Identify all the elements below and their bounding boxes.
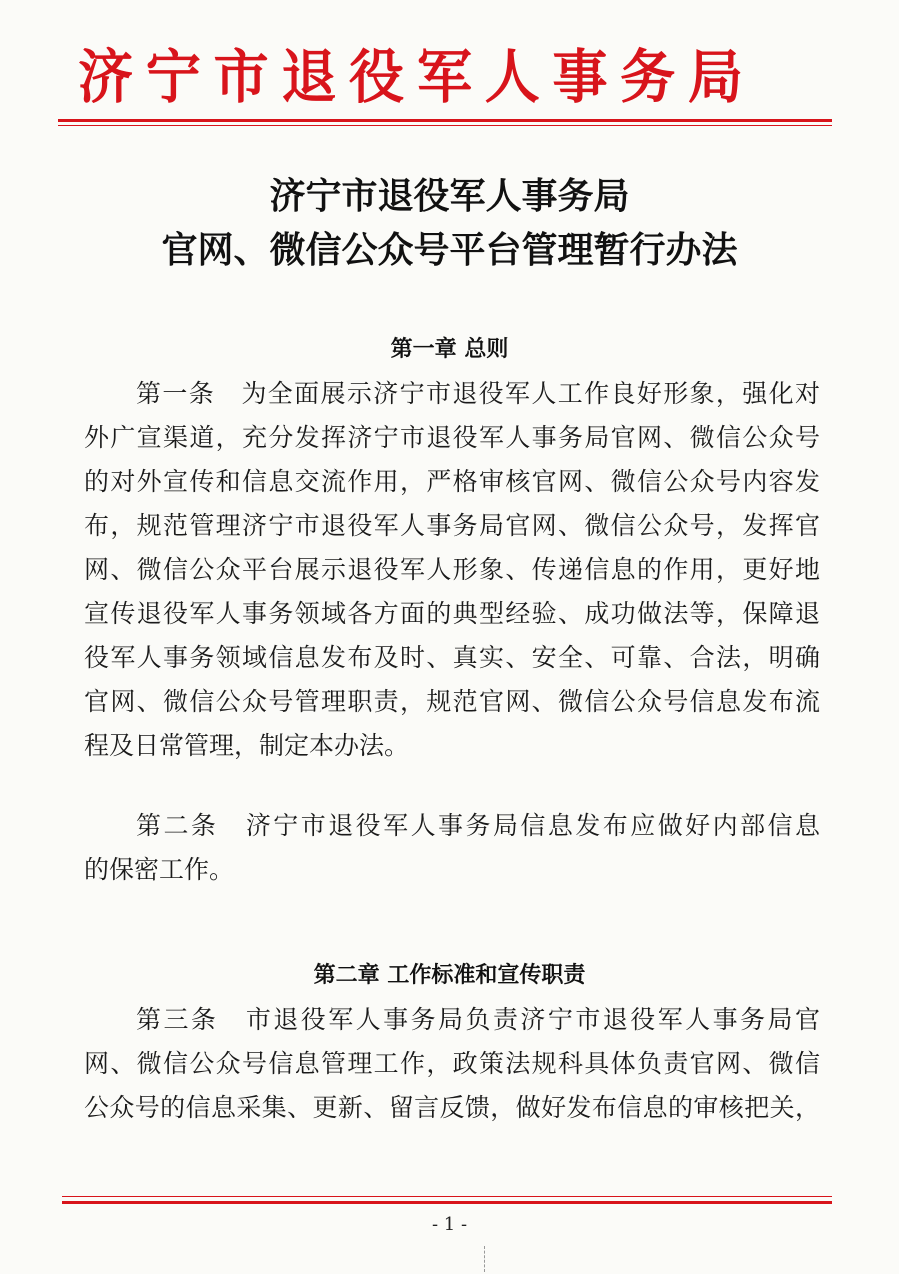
masthead-rule-thick bbox=[58, 119, 832, 122]
article-2-line: 的保密工作。 bbox=[84, 855, 235, 884]
article-1-line: 役军人事务领域信息发布及时、真实、安全、可靠、合法，明确 bbox=[84, 643, 820, 672]
article-3-line: 第三条 市退役军人事务局负责济宁市退役军人事务局官 bbox=[136, 1005, 820, 1034]
binding-mark bbox=[484, 1246, 486, 1272]
document-title-line-2: 官网、微信公众号平台管理暂行办法 bbox=[161, 229, 738, 271]
article-1-line: 布，规范管理济宁市退役军人事务局官网、微信公众号，发挥官 bbox=[84, 511, 820, 540]
article-1-line: 外广宣渠道，充分发挥济宁市退役军人事务局官网、微信公众号 bbox=[84, 423, 820, 452]
masthead-title: 济宁市退役军人事务局 bbox=[78, 43, 743, 111]
article-3-line: 公众号的信息采集、更新、留言反馈，做好发布信息的审核把关， bbox=[84, 1093, 820, 1122]
chapter-2-heading: 第二章 工作标准和宣传职责 bbox=[313, 962, 586, 988]
article-1-line: 官网、微信公众号管理职责，规范官网、微信公众号信息发布流 bbox=[84, 687, 820, 716]
article-1-line: 程及日常管理，制定本办法。 bbox=[84, 731, 410, 760]
article-1-line: 宣传退役军人事务领域各方面的典型经验、成功做法等，保障退 bbox=[84, 599, 820, 628]
chapter-1-heading: 第一章 总则 bbox=[390, 336, 509, 362]
article-1-line: 的对外宣传和信息交流作用，严格审核官网、微信公众号内容发 bbox=[84, 467, 820, 496]
footer-rule-thin bbox=[62, 1196, 832, 1197]
document-title-line-1: 济宁市退役军人事务局 bbox=[269, 175, 630, 217]
article-2-line: 第二条 济宁市退役军人事务局信息发布应做好内部信息 bbox=[136, 811, 820, 840]
article-1-line: 网、微信公众平台展示退役军人形象、传递信息的作用，更好地 bbox=[84, 555, 820, 584]
footer-rule-thick bbox=[62, 1201, 832, 1204]
article-3-line: 网、微信公众号信息管理工作，政策法规科具体负责官网、微信 bbox=[84, 1049, 820, 1078]
article-1-line: 第一条 为全面展示济宁市退役军人工作良好形象，强化对 bbox=[136, 379, 820, 408]
masthead-rule-thin bbox=[58, 125, 832, 126]
page-number: - 1 - bbox=[431, 1214, 468, 1235]
